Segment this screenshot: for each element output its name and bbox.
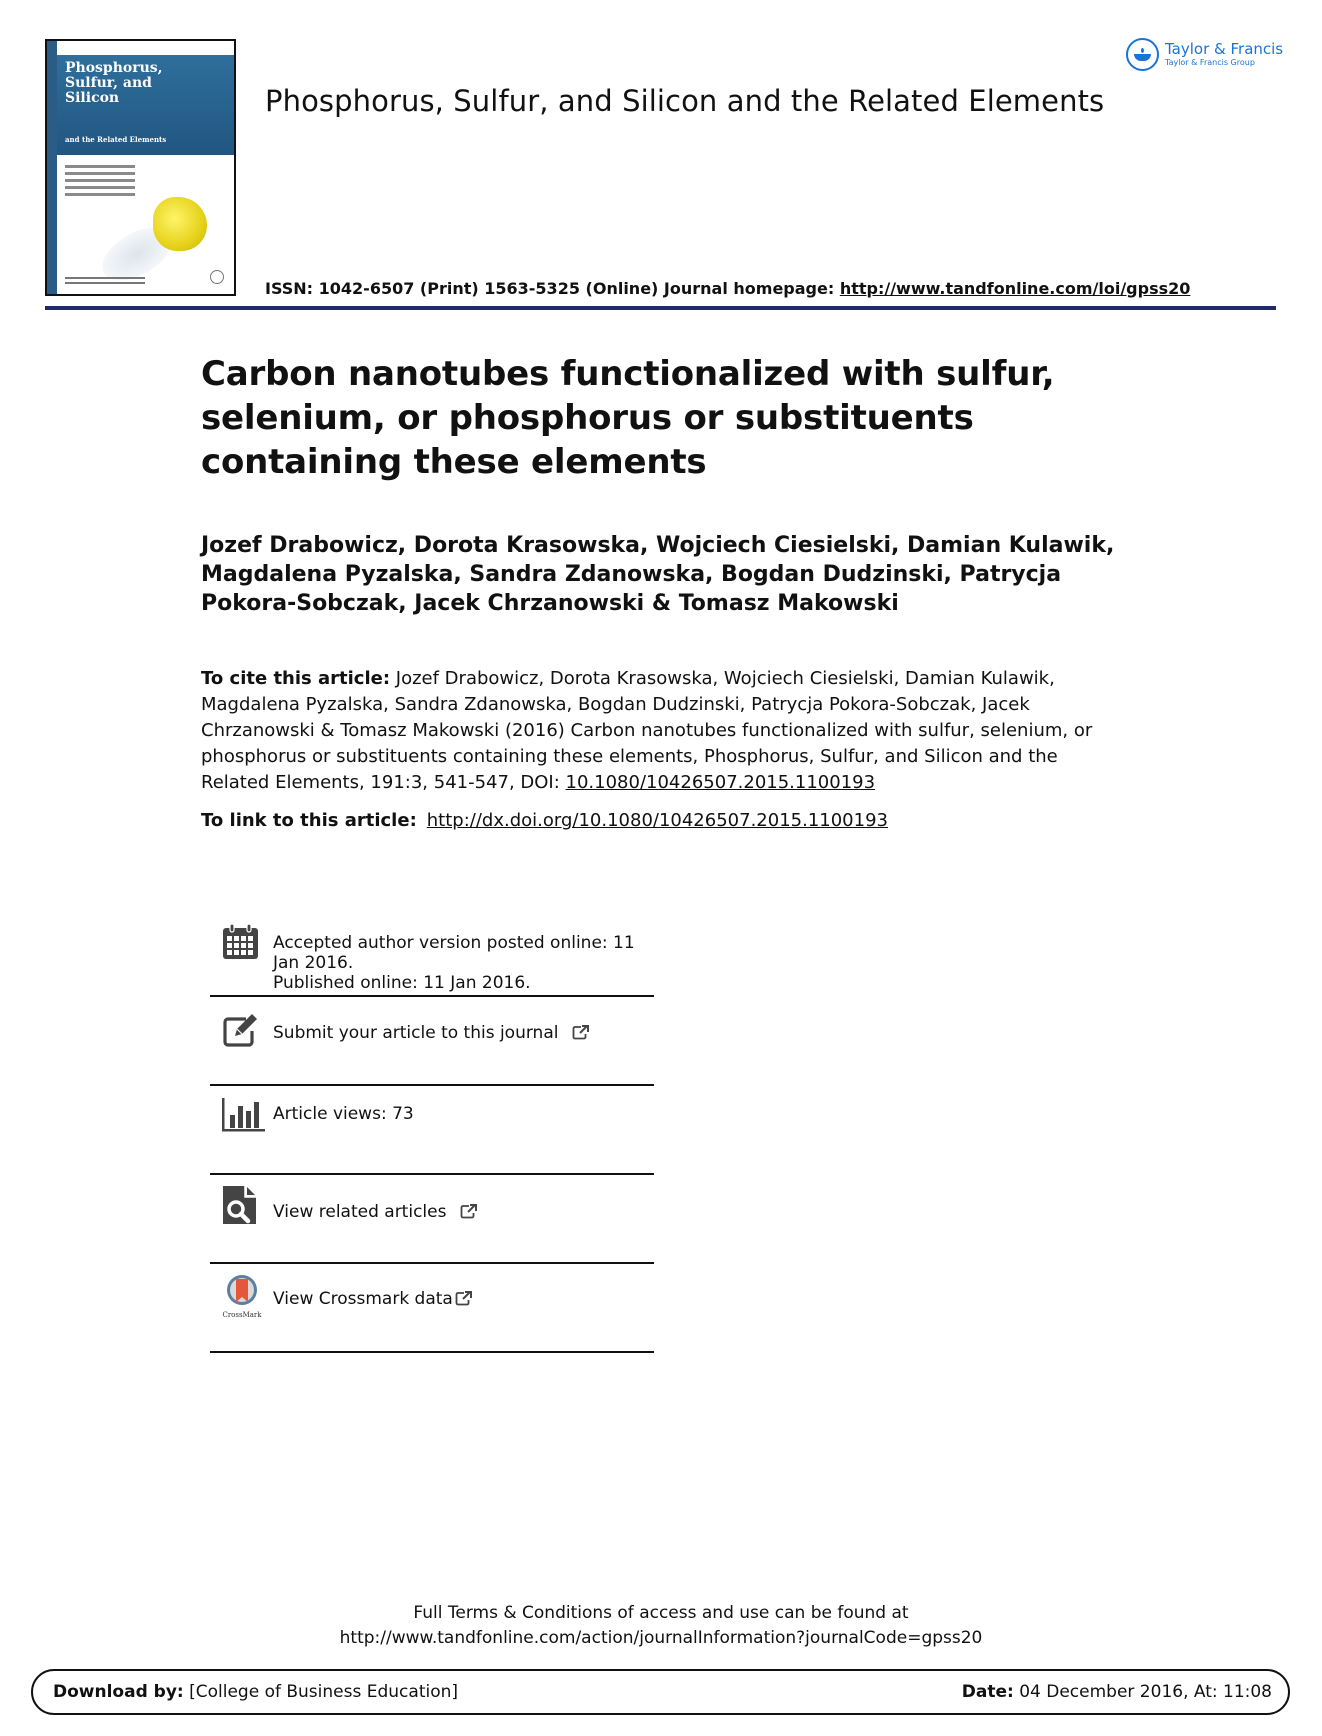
cover-editor-lines	[65, 274, 145, 284]
download-date	[962, 1682, 1272, 1702]
cite-label: To cite this article:	[201, 668, 391, 689]
header-rule	[45, 306, 1276, 310]
edit-pencil-icon	[222, 1011, 260, 1049]
publisher-name-main: Taylor & Francis	[1165, 40, 1284, 58]
cite-text: Jozef Drabowicz, Dorota Krasowska, Wojciech Ciesielski, Damian Kulawik, Magdalena Pyzalska, Sandra Zdanowska, Bogdan Dudzinski, Patrycja Pokora-Sobczak, Jacek Chrzanowski & Tomasz Makowski (2016) Carbon nanotubes functionalized with sulfur, selenium, or phosphorus or substituents containing these elements, Phosphorus, Sulfur, and Silicon and the Related Elements, 191:3, 541-547, DOI:	[201, 668, 1093, 793]
document-search-icon	[222, 1185, 260, 1223]
crossmark-link[interactable]	[273, 1289, 472, 1311]
cover-publisher-logo	[210, 270, 224, 284]
bar-chart-icon	[222, 1098, 260, 1136]
download-by	[53, 1682, 458, 1702]
taylor-francis-logo[interactable]	[1126, 38, 1283, 71]
journal-homepage-link[interactable]: http://www.tandfonline.com/loi/gpss20	[839, 279, 1191, 298]
download-info-box	[31, 1669, 1290, 1715]
external-link-icon	[460, 1204, 477, 1224]
crossmark-row[interactable]	[210, 1264, 654, 1353]
author-line: Pokora-Sobczak, Jacek Chrzanowski & Tomasz Makowski	[201, 591, 899, 616]
cover-title-band	[57, 55, 234, 155]
accepted-date-line: Accepted author version posted online: 11	[273, 933, 635, 953]
submit-article-link[interactable]	[273, 1023, 589, 1045]
crossmark-label: View Crossmark data	[273, 1289, 453, 1309]
issn-line	[265, 279, 1190, 298]
cover-title-line: Sulfur, and	[65, 75, 152, 91]
article-title-line: selenium, or phosphorus or substituents	[201, 398, 974, 438]
citation-block	[201, 666, 1121, 796]
article-doi-url-link[interactable]: http://dx.doi.org/10.1080/10426507.2015.1100193	[426, 810, 888, 831]
cover-spine	[47, 41, 57, 294]
journal-title: Phosphorus, Sulfur, and Silicon and the Related Elements	[265, 84, 1105, 118]
article-title-line: containing these elements	[201, 442, 707, 482]
accepted-date-line-2: Jan 2016.	[273, 953, 354, 973]
link-label: To link to this article:	[201, 810, 417, 831]
cover-sulfur-crystal	[153, 197, 207, 251]
cover-title-line: Phosphorus,	[65, 60, 163, 76]
submit-article-label: Submit your article to this journal	[273, 1023, 559, 1043]
author-line: Jozef Drabowicz, Dorota Krasowska, Wojciech Ciesielski, Damian Kulawik,	[201, 533, 1115, 558]
terms-line: Full Terms & Conditions of access and use can be found at	[413, 1603, 909, 1623]
article-title	[201, 352, 1121, 484]
publisher-group: Taylor & Francis Group	[1165, 58, 1255, 67]
publisher-name	[1165, 42, 1283, 67]
article-title-line: Carbon nanotubes functionalized with sulfur,	[201, 354, 1055, 394]
crossmark-icon	[222, 1273, 266, 1319]
author-list	[201, 531, 1161, 618]
related-articles-link[interactable]	[273, 1202, 477, 1224]
download-by-label: Download by:	[53, 1682, 184, 1702]
terms-url: http://www.tandfonline.com/action/journalInformation?journalCode=gpss20	[339, 1628, 983, 1648]
lamp-logo-icon	[1126, 38, 1159, 71]
download-date-label: Date:	[961, 1682, 1014, 1702]
download-date-value: 04 December 2016, At: 11:08	[1013, 1682, 1272, 1702]
article-info-list	[210, 905, 654, 1353]
published-date-line: Published online: 11 Jan 2016.	[273, 973, 531, 993]
article-views-row	[210, 1086, 654, 1175]
publication-dates-row	[210, 905, 654, 997]
cover-subtitle: and the Related Elements	[65, 135, 167, 144]
author-line: Magdalena Pyzalska, Sandra Zdanowska, Bogdan Dudzinski, Patrycja	[201, 562, 1062, 587]
article-link-row	[201, 808, 888, 834]
related-articles-row[interactable]	[210, 1175, 654, 1264]
external-link-icon	[572, 1025, 589, 1045]
publication-dates	[273, 933, 635, 993]
cover-text-lines	[65, 165, 135, 200]
article-views-count: Article views: 73	[273, 1104, 414, 1124]
issn-text: ISSN: 1042-6507 (Print) 1563-5325 (Online) Journal homepage:	[265, 279, 840, 298]
calendar-icon	[222, 923, 260, 961]
download-by-value: [College of Business Education]	[183, 1682, 459, 1702]
external-link-icon	[455, 1291, 472, 1311]
svg-text:CrossMark: CrossMark	[222, 1311, 262, 1319]
terms-notice	[0, 1601, 1322, 1651]
related-articles-label: View related articles	[273, 1202, 447, 1222]
journal-cover-image	[45, 39, 236, 296]
submit-article-row[interactable]	[210, 997, 654, 1086]
cover-title	[65, 61, 163, 106]
doi-link[interactable]: 10.1080/10426507.2015.1100193	[565, 772, 876, 793]
cover-title-line: Silicon	[65, 90, 120, 106]
